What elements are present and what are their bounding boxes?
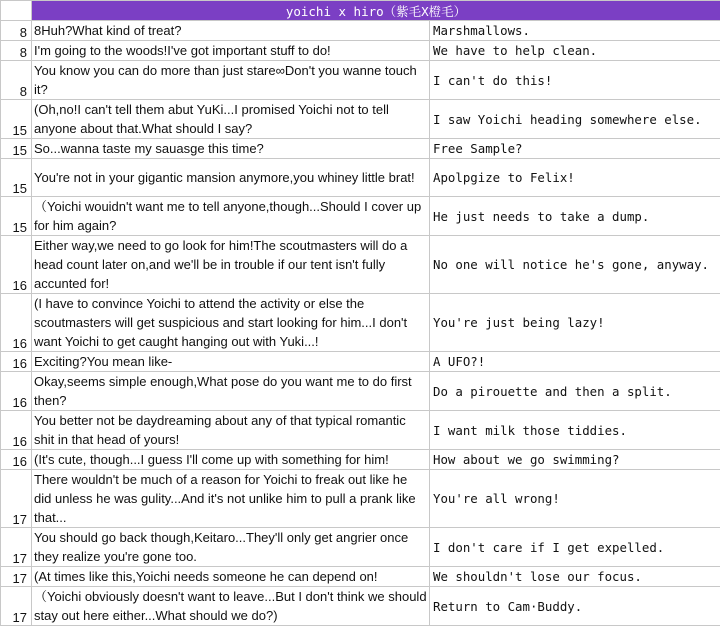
answer-choice-cell: A UFO?!	[430, 352, 720, 372]
dialogue-line-cell: (At times like this,Yoichi needs someone he can depend on!	[32, 567, 430, 587]
chapter-number-cell: 16	[1, 236, 32, 294]
answer-choice-cell: We shouldn't lose our focus.	[430, 567, 720, 587]
dialogue-line-cell: (I have to convince Yoichi to attend the activity or else the scoutmasters will get suspicious and start looking for him...I don't want Yoichi to get caught hanging out with Yuki...!	[32, 294, 430, 352]
answer-choice-cell: How about we go swimming?	[430, 450, 720, 470]
dialogue-line-cell: (It's cute, though...I guess I'll come up with something for him!	[32, 450, 430, 470]
answer-choice-cell: You're just being lazy!	[430, 294, 720, 352]
answer-choice-cell: Do a pirouette and then a split.	[430, 372, 720, 411]
dialogue-line-cell: You know you can do more than just stare∞Don't you wanne touch it?	[32, 61, 430, 100]
dialogue-line-cell: There wouldn't be much of a reason for Yoichi to freak out like he did unless he was gulity...And it's not unlike him to pull a prank like that...	[32, 470, 430, 528]
dialogue-line-cell: Exciting?You mean like-	[32, 352, 430, 372]
table-row	[1, 352, 720, 372]
table-row	[1, 470, 720, 528]
chapter-number-cell: 16	[1, 411, 32, 450]
table-row	[1, 567, 720, 587]
answer-choice-cell: I want milk those tiddies.	[430, 411, 720, 450]
chapter-number-cell: 8	[1, 21, 32, 41]
dialogue-line-cell: 8Huh?What kind of treat?	[32, 21, 430, 41]
answer-choice-cell: Return to Cam·Buddy.	[430, 587, 720, 626]
answer-choice-cell: He just needs to take a dump.	[430, 197, 720, 236]
dialogue-line-cell: I'm going to the woods!I've got important stuff to do!	[32, 41, 430, 61]
answer-choice-cell: I saw Yoichi heading somewhere else.	[430, 100, 720, 139]
table-row	[1, 294, 720, 352]
table-row	[1, 139, 720, 159]
table-row	[1, 100, 720, 139]
table-row	[1, 21, 720, 41]
table-row	[1, 528, 720, 567]
chapter-number-cell: 17	[1, 528, 32, 567]
header-row	[1, 1, 720, 21]
answer-choice-cell: Marshmallows.	[430, 21, 720, 41]
chapter-number-cell: 17	[1, 587, 32, 626]
answer-choice-cell: We have to help clean.	[430, 41, 720, 61]
dialogue-line-cell: You're not in your gigantic mansion anymore,you whiney little brat!	[32, 159, 430, 197]
table-row	[1, 587, 720, 626]
dialogue-line-cell: You better not be daydreaming about any of that typical romantic shit in that head of yours!	[32, 411, 430, 450]
table-row	[1, 61, 720, 100]
chapter-number-cell: 15	[1, 100, 32, 139]
table-row	[1, 236, 720, 294]
table-row	[1, 159, 720, 197]
dialogue-line-cell: （Yoichi wouidn't want me to tell anyone,though...Should I cover up for him again?	[32, 197, 430, 236]
answer-choice-cell: I don't care if I get expelled.	[430, 528, 720, 567]
table-row	[1, 41, 720, 61]
chapter-number-cell: 15	[1, 139, 32, 159]
chapter-number-cell: 16	[1, 294, 32, 352]
chapter-number-cell: 8	[1, 61, 32, 100]
answer-choice-cell: Apolpgize to Felix!	[430, 159, 720, 197]
dialogue-line-cell: (Oh,no!I can't tell them abut YuKi...I promised Yoichi not to tell anyone about that.What should I say?	[32, 100, 430, 139]
dialogue-line-cell: You should go back though,Keitaro...They'll only get angrier once they realize you're gone too.	[32, 528, 430, 567]
chapter-number-cell: 16	[1, 450, 32, 470]
header-corner-cell	[1, 1, 32, 21]
chapter-number-cell: 8	[1, 41, 32, 61]
header-title: yoichi x hiro（紫毛X橙毛）	[32, 1, 720, 21]
table-row	[1, 197, 720, 236]
chapter-number-cell: 17	[1, 567, 32, 587]
chapter-number-cell: 17	[1, 470, 32, 528]
chapter-number-cell: 15	[1, 159, 32, 197]
answer-choice-cell: I can't do this!	[430, 61, 720, 100]
dialogue-line-cell: Okay,seems simple enough,What pose do you want me to do first then?	[32, 372, 430, 411]
chapter-number-cell: 16	[1, 352, 32, 372]
table-row	[1, 411, 720, 450]
answer-choice-cell: You're all wrong!	[430, 470, 720, 528]
answer-choice-cell: Free Sample?	[430, 139, 720, 159]
dialogue-line-cell: So...wanna taste my sauasge this time?	[32, 139, 430, 159]
chapter-number-cell: 16	[1, 372, 32, 411]
dialogue-line-cell: （Yoichi obviously doesn't want to leave...But I don't think we should stay out here either...What should we do?)	[32, 587, 430, 626]
chapter-number-cell: 15	[1, 197, 32, 236]
dialogue-line-cell: Either way,we need to go look for him!The scoutmasters will do a head count later on,and we'll be in trouble if our tent isn't fully accunted for!	[32, 236, 430, 294]
table-row	[1, 450, 720, 470]
table-row	[1, 372, 720, 411]
answer-choice-cell: No one will notice he's gone, anyway.	[430, 236, 720, 294]
